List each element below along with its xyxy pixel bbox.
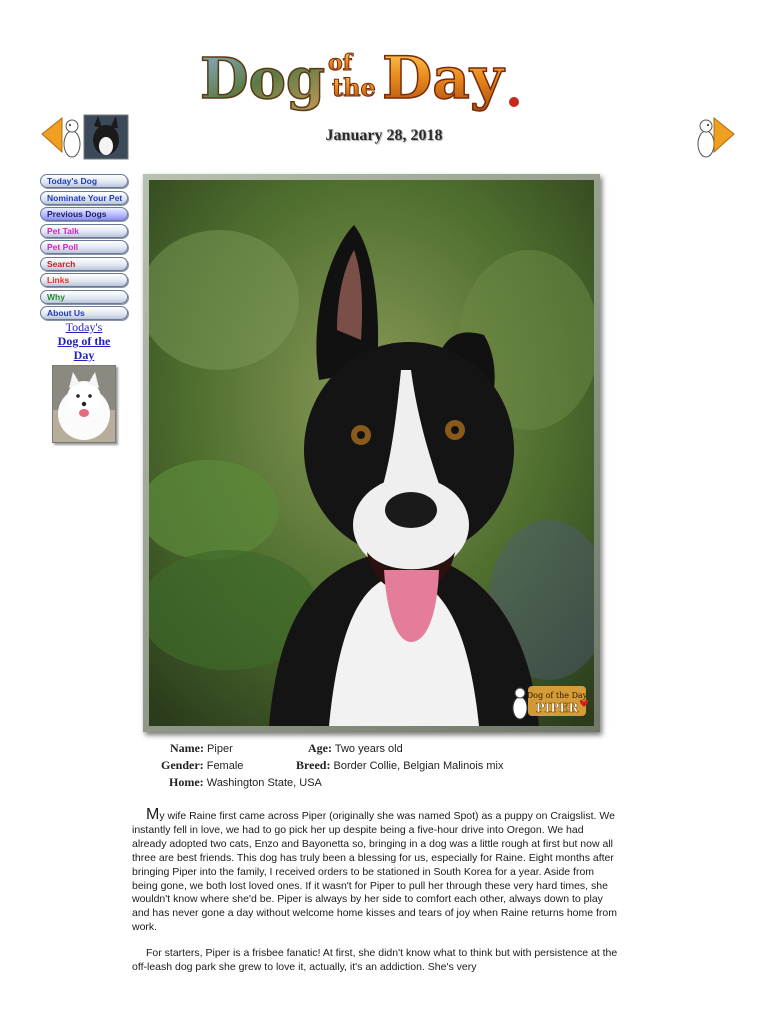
age-row bbox=[308, 740, 403, 758]
todays-dog-link-line2: Dog of the bbox=[57, 334, 111, 348]
badge-title: Dog of the Day bbox=[526, 691, 588, 700]
dog-mascot-icon bbox=[513, 688, 527, 719]
menu-button-links[interactable]: Links bbox=[40, 273, 128, 287]
story-paragraph-2-text: For starters, Piper is a frisbee fanatic! At first, she didn't know what to think but with persistence at the off-leash dog park she grew to love it, actually, it's an addiction. She's very bbox=[132, 947, 618, 974]
menu-button-pet-talk[interactable]: Pet Talk bbox=[40, 224, 128, 238]
gender-row bbox=[161, 757, 243, 775]
page-date: January 28, 2018 bbox=[325, 127, 443, 144]
breed-value: Border Collie, Belgian Malinois mix bbox=[333, 760, 504, 772]
story-dropcap: M bbox=[146, 806, 160, 823]
dog-story bbox=[132, 808, 620, 987]
site-logo[interactable] bbox=[196, 40, 572, 114]
dog-of-the-day-badge bbox=[510, 680, 590, 722]
menu-button-pet-poll[interactable]: Pet Poll bbox=[40, 240, 128, 254]
menu-button-search[interactable]: Search bbox=[40, 257, 128, 271]
todays-dog-thumbnail[interactable] bbox=[52, 365, 116, 443]
badge-name: PIPER bbox=[535, 701, 579, 715]
svg-text:Day: Day bbox=[382, 44, 504, 112]
name-label: Name: bbox=[170, 741, 204, 755]
gender-label: Gender: bbox=[161, 758, 204, 772]
dog-photo bbox=[149, 180, 594, 726]
svg-text:the: the bbox=[332, 73, 376, 102]
svg-text:Dog: Dog bbox=[200, 46, 326, 112]
todays-dog-link-block bbox=[40, 320, 128, 362]
todays-dog-link-line1: Today's bbox=[65, 320, 103, 334]
menu-button-about-us[interactable]: About Us bbox=[40, 306, 128, 320]
name-value: Piper bbox=[207, 743, 233, 755]
menu-button-why[interactable]: Why bbox=[40, 290, 128, 304]
story-paragraph-1-text: y wife Raine first came across Piper (originally she was named Spot) as a puppy on Craigslist. We instantly fell in love, we had to go pick her up despite being a five-hour drive into Oregon. We had already adopted two cats, Enzo and Bayonetta so, bringing in a dog was a little rough at first but now all three are best friends. This dog has truly been a blessing for us, especially for Raine. Eight months after bringing Piper into the family, I received orders to be stationed in South Korea for a year. Aside from being gone, we both lost loved ones. If it wasn't for Piper to pull her through these very hard times, she wouldn't know where she'd be. Piper is always by her side to comfort each other, always down to play and has never gone a day without welcome home kisses and tears of joy when Raine returns home from work. bbox=[132, 810, 618, 934]
name-row bbox=[170, 740, 233, 758]
svg-text:of: of bbox=[328, 50, 353, 76]
home-label: Home: bbox=[169, 775, 204, 789]
age-value: Two years old bbox=[334, 743, 403, 755]
age-label: Age: bbox=[308, 741, 332, 755]
side-menu bbox=[40, 174, 128, 323]
breed-label: Breed: bbox=[296, 758, 331, 772]
menu-button-previous-dogs[interactable]: Previous Dogs bbox=[40, 207, 128, 221]
gender-value: Female bbox=[206, 760, 244, 772]
menu-button-today-s-dog[interactable]: Today's Dog bbox=[40, 174, 128, 188]
todays-dog-link[interactable] bbox=[58, 320, 111, 362]
todays-dog-link-line3: Day bbox=[73, 348, 95, 362]
breed-row bbox=[296, 757, 503, 775]
dog-photo-frame bbox=[143, 174, 600, 732]
home-value: Washington State, USA bbox=[206, 777, 322, 789]
story-paragraph-1 bbox=[132, 808, 620, 935]
menu-button-nominate-your-pet[interactable]: Nominate Your Pet bbox=[40, 191, 128, 205]
home-row bbox=[169, 774, 322, 792]
story-paragraph-2 bbox=[132, 947, 620, 975]
